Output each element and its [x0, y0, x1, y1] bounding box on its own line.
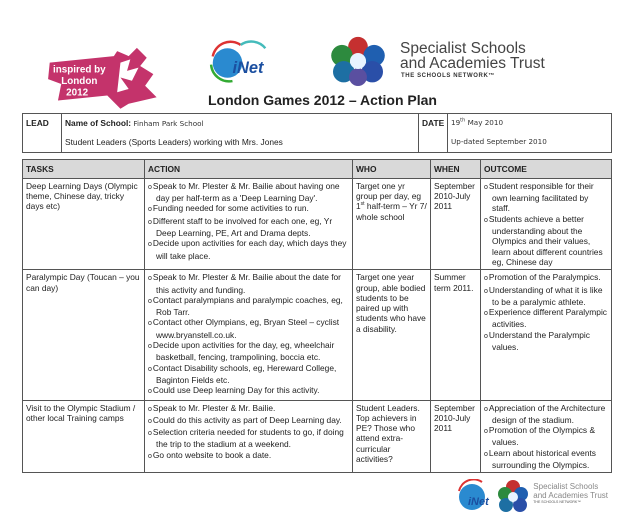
action-item: o Decide upon activities for each day, which days they will take place.: [148, 238, 349, 261]
header-tasks: TASKS: [23, 159, 145, 178]
task: Visit to the Olympic Stadium / other local Training camps: [23, 400, 145, 473]
svg-text:London: London: [61, 76, 98, 88]
who: [353, 178, 431, 269]
action-plan-table: [22, 159, 612, 474]
when: September 2010-July 2011: [431, 400, 481, 473]
who: Target one year group, able bodied students to be paired up with students who have a disability.: [353, 270, 431, 400]
date-rest: May 2010: [467, 118, 504, 127]
outcome-item: o Students achieve a better understanding about the Olympics and their values, learn about different countries eg, Chinese day: [484, 214, 608, 267]
document-body: [22, 113, 612, 515]
outcome-item: o Experience different Paralympic activities.: [484, 307, 608, 330]
ssat-name-line1: Specialist Schools: [400, 40, 526, 57]
action-item: o Could do this activity as part of Deep Learning day.: [148, 415, 349, 427]
ssat-name: [400, 41, 545, 71]
ssat-flower-logo: [318, 36, 398, 86]
who: Student Leaders. Top achievers in PE? Those who attend extra-curricular activities?: [353, 400, 431, 473]
table-row: [23, 270, 612, 400]
header-action: ACTION: [145, 159, 353, 178]
ssat-tagline: THE SCHOOLS NETWORK™: [401, 73, 495, 79]
outcome-item: o Student responsible for their own learning facilitated by staff.: [484, 181, 608, 214]
outcome-item: o Understanding of what it is like to be a paralymic athlete.: [484, 285, 608, 308]
svg-text:iNet: iNet: [468, 496, 490, 509]
date-sup: th: [460, 117, 466, 124]
footer-ssat-line1: Specialist Schools: [533, 482, 599, 492]
header-outcome: OUTCOME: [481, 159, 612, 178]
when: September 2010-July 2011: [431, 178, 481, 269]
action-item: o Contact Disability schools, eg, Hereward College, Baginton Fields etc.: [148, 363, 349, 386]
table-row: [23, 400, 612, 473]
table-header-row: [23, 159, 612, 178]
who-part: Target one yr group per day, eg 1: [356, 180, 422, 212]
footer-ssat-text: [533, 482, 608, 505]
action-item: o Different staff to be involved for each one, eg, Yr Deep Learning, PE, Art and Drama depts.: [148, 216, 349, 239]
action-item: o Go onto website to book a date.: [148, 450, 349, 462]
action-item: o Decide upon activities for the day, eg, wheelchair basketball, fencing, trampolining, boccia etc.: [148, 340, 349, 363]
header-who: WHO: [353, 159, 431, 178]
svg-text:2012: 2012: [66, 87, 89, 99]
svg-text:iNet: iNet: [232, 58, 264, 77]
lead-table: [22, 113, 612, 153]
action-item: o Speak to Mr. Plester & Mr. Bailie.: [148, 403, 349, 415]
lead-label: LEAD: [23, 114, 62, 153]
action-item: o Speak to Mr. Plester & Mr. Bailie about the date for this activity and funding.: [148, 272, 349, 295]
who-part: half-term – Yr 7/ whole school: [356, 201, 427, 222]
school-value: Finham Park School: [133, 119, 204, 128]
outcomes: [481, 400, 612, 473]
school-label: Name of School:: [65, 118, 132, 128]
outcomes: [481, 178, 612, 269]
outcomes: [481, 270, 612, 400]
action-item: o Contact paralympians and paralympic coaches, eg, Rob Tarr.: [148, 295, 349, 318]
inet-logo: [198, 40, 308, 86]
date-value: [448, 114, 612, 134]
student-leaders: Student Leaders (Sports Leaders) working with Mrs. Jones: [62, 133, 419, 152]
school-name: [62, 114, 419, 134]
updated-date: Up-dated September 2010: [448, 133, 612, 152]
page-title: London Games 2012 – Action Plan: [208, 92, 437, 108]
action-item: o Speak to Mr. Plester & Mr. Bailie about having one day per half-term as a 'Deep Learning Day'.: [148, 181, 349, 204]
footer-ssat-name: [533, 482, 608, 500]
london-2012-logo: [24, 38, 184, 112]
when: Summer term 2011.: [431, 270, 481, 400]
action-item: o Selection criteria needed for students to go, if doing the trip to the stadium at a weekend.: [148, 427, 349, 450]
ssat-name-line2: and Academies Trust: [400, 55, 545, 72]
date-label: DATE: [419, 114, 448, 153]
outcome-item: o Learn about historical events surrounding the Olympics.: [484, 448, 608, 471]
who-sup: st: [360, 201, 365, 208]
outcome-item: o Appreciation of the Architecture design of the stadium.: [484, 403, 608, 426]
action-item: o Contact other Olympians, eg, Bryan Steel – cyclist www.bryanstell.co.uk.: [148, 317, 349, 340]
actions: [145, 270, 353, 400]
actions: [145, 400, 353, 473]
outcome-item: o Understand the Paralympic values.: [484, 330, 608, 353]
action-item: o Funding needed for some activities to run.: [148, 203, 349, 215]
footer-logos: [22, 479, 612, 515]
outcome-item: o Promotion of the Paralympics.: [484, 272, 608, 284]
action-item: o Could use Deep learning Day for this activity.: [148, 385, 349, 397]
actions: [145, 178, 353, 269]
footer-ssat-tagline: THE SCHOOLS NETWORK™: [533, 500, 581, 505]
outcome-item: o Promotion of the Olympics & values.: [484, 425, 608, 448]
date-day: 19: [451, 118, 461, 127]
task: Paralympic Day (Toucan – you can day): [23, 270, 145, 400]
footer-ssat-line2: and Academies Trust: [533, 491, 608, 501]
footer-inet-logo: [456, 479, 494, 515]
table-row: [23, 178, 612, 269]
header-when: WHEN: [431, 159, 481, 178]
footer-ssat-flower-logo: [498, 479, 528, 515]
task: Deep Learning Days (Olympic theme, Chinese day, tricky days etc): [23, 178, 145, 269]
svg-text:inspired by: inspired by: [53, 64, 106, 76]
